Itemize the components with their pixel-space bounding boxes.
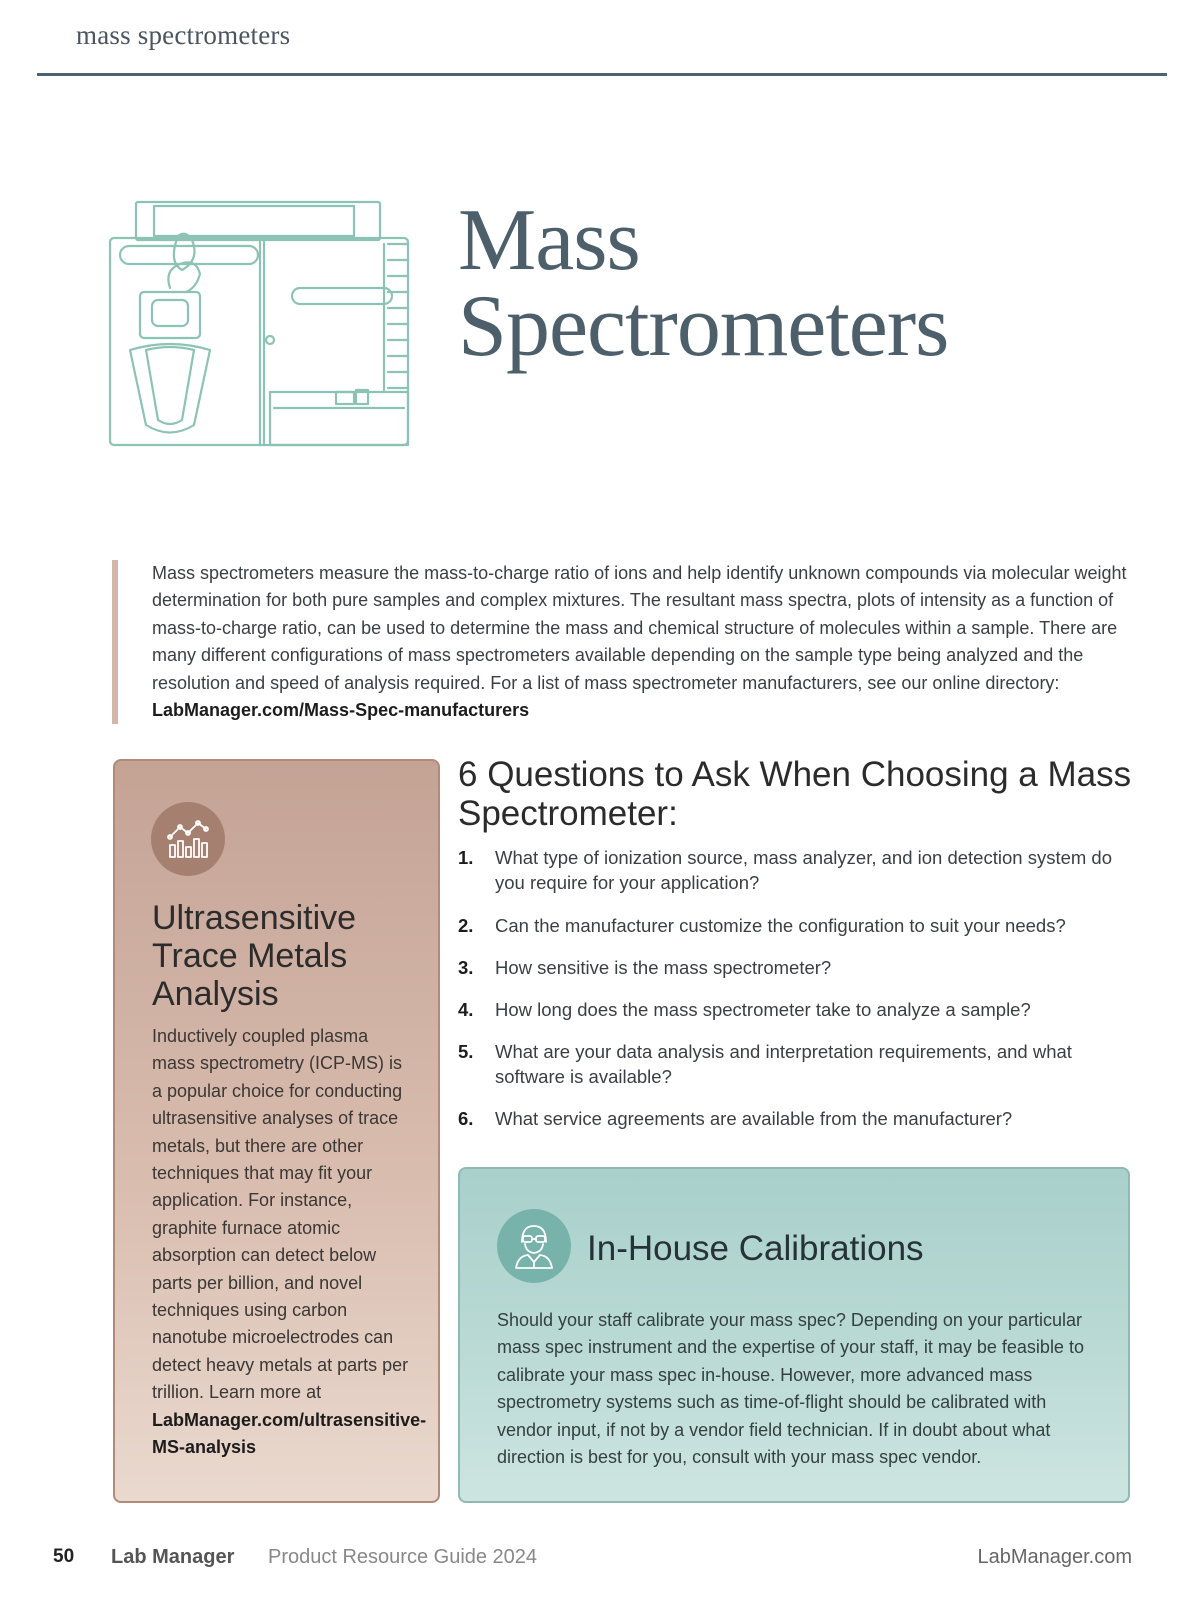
question-number: 5. xyxy=(458,1041,474,1062)
sidebar-body-text: Inductively coupled plasma mass spectrometry (ICP-MS) is a popular choice for conducting ultrasensitive analyses of trace metals, but there are other techniques that may fit your application. For instance, graphite furnace atomic absorption can detect below parts per billion, and novel techniques using carbon nanotube microelectrodes can detect heavy metals at parts per trillion. Learn more at xyxy=(152,1026,409,1403)
question-item xyxy=(458,913,1118,938)
question-number: 3. xyxy=(458,957,474,978)
sidebar-title: Ultrasensitive Trace Metals Analysis xyxy=(152,899,357,1013)
page-number: 50 xyxy=(53,1546,75,1567)
question-number: 2. xyxy=(458,915,474,936)
question-text: How long does the mass spectrometer take to analyze a sample? xyxy=(495,999,1031,1020)
question-item xyxy=(458,845,1118,895)
page-title-line-2: Spectrometers xyxy=(458,278,949,375)
intro-paragraph xyxy=(112,560,1162,724)
header-divider xyxy=(37,73,1167,76)
question-item xyxy=(458,997,1118,1022)
question-text: Can the manufacturer customize the configuration to suit your needs? xyxy=(495,915,1066,936)
calibration-title: In-House Calibrations xyxy=(587,1229,924,1268)
question-text: What are your data analysis and interpretation requirements, and what software is available? xyxy=(495,1041,1072,1087)
section-label: mass spectrometers xyxy=(76,20,291,50)
sidebar-body xyxy=(152,1023,427,1462)
question-number: 4. xyxy=(458,999,474,1020)
question-text: What service agreements are available from the manufacturer? xyxy=(495,1108,1013,1129)
page-title-line-1: Mass xyxy=(458,192,640,289)
question-text: What type of ionization source, mass analyzer, and ion detection system do you require for your application? xyxy=(495,847,1112,893)
mass-spectrometer-illustration xyxy=(108,200,428,465)
question-item xyxy=(458,955,1118,980)
trace-metals-sidebar xyxy=(113,759,440,1503)
page-title xyxy=(458,192,998,375)
question-number: 1. xyxy=(458,847,474,868)
technician-icon xyxy=(497,1209,571,1283)
footer-guide-title: Product Resource Guide 2024 xyxy=(268,1546,538,1568)
questions-heading: 6 Questions to Ask When Choosing a Mass Spectrometer: xyxy=(458,755,1132,833)
in-house-calibrations-box xyxy=(458,1167,1130,1503)
manufacturers-link[interactable]: LabManager.com/Mass-Spec-manufacturers xyxy=(152,700,530,721)
question-text: How sensitive is the mass spectrometer? xyxy=(495,957,832,978)
question-item xyxy=(458,1106,1118,1131)
footer-website[interactable]: LabManager.com xyxy=(977,1546,1132,1568)
question-item xyxy=(458,1039,1118,1089)
question-number: 6. xyxy=(458,1108,474,1129)
footer-brand: Lab Manager xyxy=(111,1546,235,1568)
intro-text: Mass spectrometers measure the mass-to-charge ratio of ions and help identify unknown compounds via molecular weight determination for both pure samples and complex mixtures. The resultant mass spectra, plots of intensity as a function of mass-to-charge ratio, can be used to determine the mass and chemical structure of molecules within a sample. There are many different configurations of mass spectrometers available depending on the sample type being analyzed and the resolution and speed of analysis required. For a list of mass spectrometer manufacturers, see our online directory: xyxy=(152,563,1127,693)
ultrasensitive-ms-link[interactable]: LabManager.com/ultrasensitive-MS-analysis xyxy=(152,1409,427,1458)
bar-chart-trend-icon xyxy=(151,802,225,876)
calibration-body: Should your staff calibrate your mass spec? Depending on your particular mass spec instrument and the expertise of your staff, it may be feasible to calibrate your mass spec in-house. However, more advanced mass spectrometry systems such as time-of-flight should be calibrated with vendor input, if not by a vendor field technician. If in doubt about what direction is best for you, consult with your mass spec vendor. xyxy=(497,1310,1084,1468)
questions-list xyxy=(458,845,1118,1131)
